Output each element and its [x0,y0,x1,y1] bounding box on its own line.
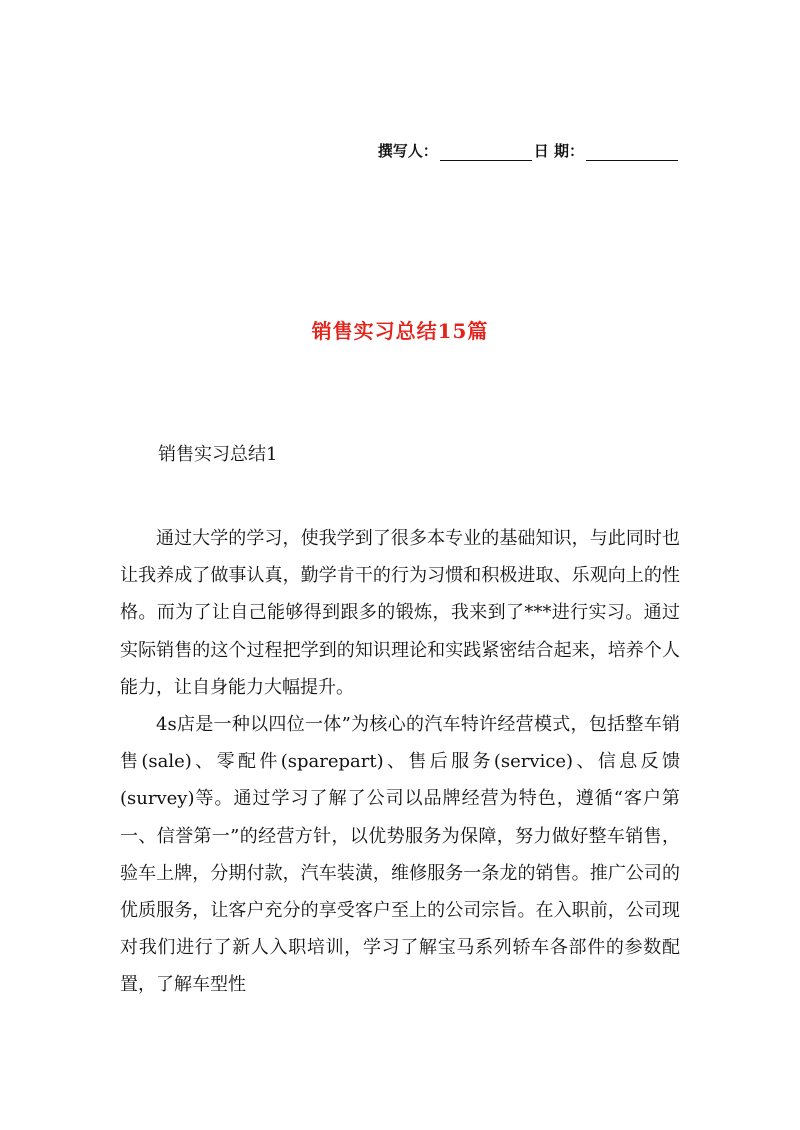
author-label: 撰写人： [377,142,438,160]
author-blank [440,144,532,161]
date-label: 日 期： [533,142,584,160]
date-blank [586,144,678,161]
document-title: 销售实习总结15篇 [311,319,489,343]
body-text [120,520,680,1004]
paragraph: 通过大学的学习，使我学到了很多本专业的基础知识，与此同时也让我养成了做事认真，勤学肯干的行为习惯和积极进取、乐观向上的性格。而为了让自己能够得到跟多的锻炼，我来到了***进行实习。通过实际销售的这个过程把学到的知识理论和实践紧密结合起来，培养个人能力，让自身能力大幅提升。 [120,528,680,698]
section-title: 销售实习总结1 [158,444,278,465]
paragraph: 4s店是一种以四位一体”为核心的汽车特许经营模式，包括整车销售(sale)、零配件(sparepart)、售后服务(service)、信息反馈(survey)等。通过学习了解了公司以品牌经营为特色，遵循“客户第一、信誉第一”的经营方针，以优势服务为保障，努力做好整车销售，验车上牌，分期付款，汽车装潢，维修服务一条龙的销售。推广公司的优质服务，让客户充分的享受客户至上的公司宗旨。在入职前，公司现对我们进行了新人入职培训，学习了解宝马系列轿车各部件的参数配置，了解车型性 [120,714,680,996]
author-date-line [378,140,680,161]
